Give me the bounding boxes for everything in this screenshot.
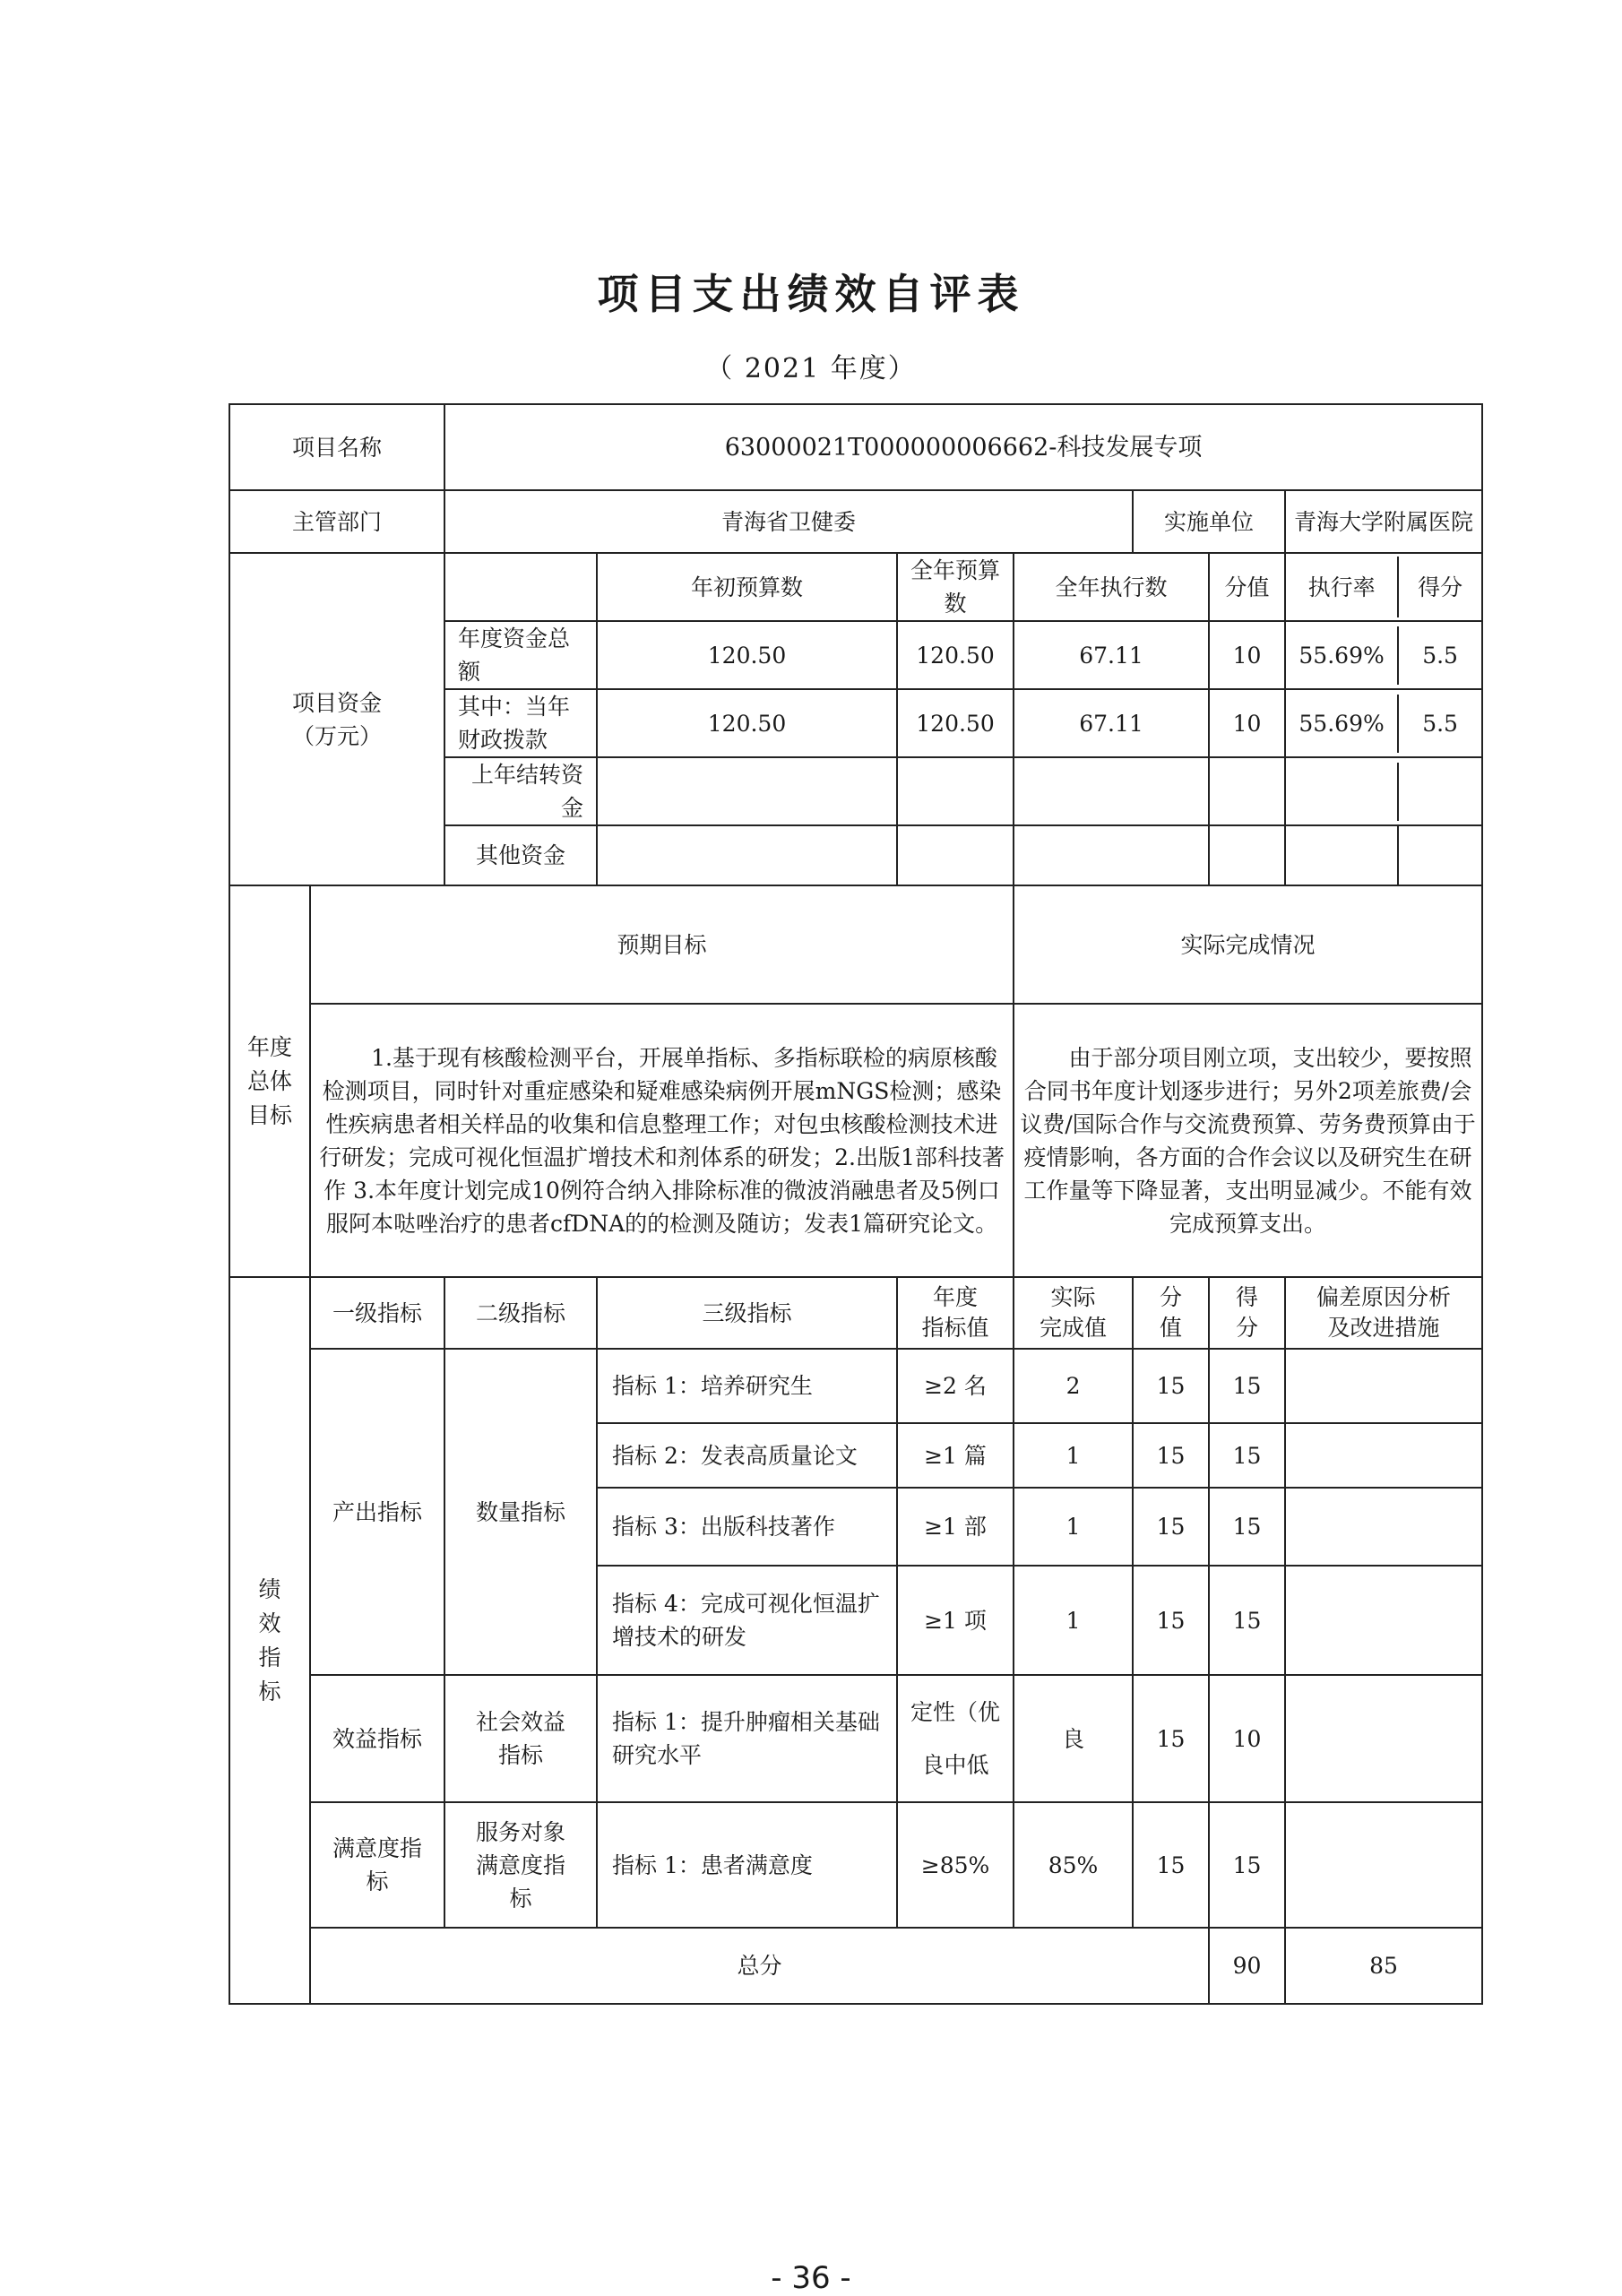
benefit-name: 指标 1：提升肿瘤相关基础研究水平 [597, 1675, 897, 1802]
dept-label: 主管部门 [229, 490, 444, 553]
indicator-row [229, 1349, 1482, 1423]
indicator-deviation [1285, 1566, 1482, 1675]
benefit-target-line1: 定性（优 [910, 1699, 1001, 1725]
performance-table [229, 403, 1483, 2005]
indicators-header-row [229, 1277, 1482, 1349]
indicator-actual: 1 [1014, 1566, 1133, 1675]
funds-header-score: 分值 [1209, 553, 1285, 621]
level3-header: 三级指标 [597, 1277, 897, 1349]
funds-cell [1399, 763, 1481, 821]
funds-cell-split [1285, 757, 1482, 825]
funds-cell: 120.50 [897, 621, 1014, 689]
indicator-name: 指标 2：发表高质量论文 [597, 1423, 897, 1488]
target-header-line1: 年度 [933, 1284, 979, 1310]
funds-cell: 120.50 [897, 689, 1014, 757]
indicator-actual: 1 [1014, 1488, 1133, 1566]
page-number: - 36 - [771, 2260, 851, 2296]
goals-label [229, 885, 310, 1277]
funds-cell [1014, 757, 1209, 825]
benefit-target-line2: 良中低 [921, 1752, 989, 1778]
satisfaction-row [229, 1802, 1482, 1928]
output-level1: 产出指标 [310, 1349, 444, 1675]
total-row [229, 1928, 1482, 2004]
funds-cell-split [1285, 621, 1482, 689]
funds-cell-split [1285, 689, 1482, 757]
indicator-name: 指标 3：出版科技著作 [597, 1488, 897, 1566]
document-title: 项目支出绩效自评表 [597, 270, 1025, 318]
indicator-got: 15 [1209, 1488, 1285, 1566]
indicator-actual: 1 [1014, 1423, 1133, 1488]
funds-cell: 10 [1209, 689, 1285, 757]
indicator-score: 15 [1133, 1488, 1209, 1566]
unit-label: 实施单位 [1133, 490, 1285, 553]
funds-cell [897, 757, 1014, 825]
indicator-got: 15 [1209, 1423, 1285, 1488]
indicator-got: 15 [1209, 1566, 1285, 1675]
funds-cell: 67.11 [1014, 621, 1209, 689]
benefit-got: 10 [1209, 1675, 1285, 1802]
satisfaction-score: 15 [1133, 1802, 1209, 1928]
funds-cell: 120.50 [597, 621, 897, 689]
indicators-label-line: 效 [258, 1610, 281, 1636]
funds-cell: 10 [1209, 621, 1285, 689]
funds-cell [1209, 757, 1285, 825]
benefit-score: 15 [1133, 1675, 1209, 1802]
funds-row-label: 其中：当年财政拨款 [444, 689, 597, 757]
target-header [897, 1277, 1014, 1349]
indicators-label [229, 1277, 310, 2004]
actual-header-line2: 完成值 [1040, 1315, 1108, 1341]
indicator-target: ≥1 部 [897, 1488, 1014, 1566]
deviation-header-line2: 及改进措施 [1327, 1315, 1440, 1341]
funds-header-blank [444, 553, 597, 621]
indicator-deviation [1285, 1423, 1482, 1488]
funds-cell: 5.5 [1422, 710, 1458, 737]
indicator-deviation [1285, 1488, 1482, 1566]
project-name-row [229, 404, 1482, 490]
project-name-label: 项目名称 [229, 404, 444, 490]
indicator-actual: 2 [1014, 1349, 1133, 1423]
funds-cell: 120.50 [597, 689, 897, 757]
satisfaction-level1: 满意度指标 [310, 1802, 444, 1928]
funds-label [229, 553, 444, 885]
goals-header-row [229, 885, 1482, 1004]
actual-result-text: 由于部分项目刚立项，支出较少，要按照合同书年度计划逐步进行；另外2项差旅费/会议费/国际合作与交流费预算、劳务费预算由于疫情影响，各方面的合作会议以及研究生在研工作量等下降显著，支出明显减少。不能有效完成预算支出。 [1014, 1004, 1482, 1277]
indicator-name: 指标 1：培养研究生 [597, 1349, 897, 1423]
funds-cell [597, 825, 897, 885]
indicators-label-line: 绩 [258, 1575, 281, 1602]
funds-label-line2: （万元） [292, 722, 383, 749]
funds-header-annual-budget: 全年预算数 [897, 553, 1014, 621]
indicator-target: ≥1 篇 [897, 1423, 1014, 1488]
level2-header: 二级指标 [444, 1277, 597, 1349]
indicator-target: ≥1 项 [897, 1566, 1014, 1675]
indicator-score: 15 [1133, 1349, 1209, 1423]
funds-cell: 5.5 [1422, 642, 1458, 669]
satisfaction-got: 15 [1209, 1802, 1285, 1928]
funds-cell [597, 757, 897, 825]
total-score: 90 [1209, 1928, 1285, 2004]
funds-cell [1014, 825, 1209, 885]
funds-header-executed: 全年执行数 [1014, 553, 1209, 621]
benefit-level2: 社会效益指标 [444, 1675, 597, 1802]
funds-row-label: 年度资金总额 [444, 621, 597, 689]
actual-result-header: 实际完成情况 [1014, 885, 1482, 1004]
indicator-target: ≥2 名 [897, 1349, 1014, 1423]
funds-cell [1286, 826, 1399, 885]
funds-header-row [229, 553, 1482, 621]
indicator-name: 指标 4：完成可视化恒温扩增技术的研发 [597, 1566, 897, 1675]
funds-label-line1: 项目资金 [292, 689, 383, 716]
benefit-target [897, 1675, 1014, 1802]
indicator-score: 15 [1133, 1423, 1209, 1488]
dept-value: 青海省卫健委 [444, 490, 1133, 553]
score-header-line2: 值 [1160, 1315, 1183, 1341]
funds-header-initial-budget: 年初预算数 [597, 553, 897, 621]
satisfaction-target: ≥85% [897, 1802, 1014, 1928]
satisfaction-name: 指标 1：患者满意度 [597, 1802, 897, 1928]
funds-cell-split [1285, 825, 1482, 885]
total-label: 总分 [310, 1928, 1209, 2004]
indicator-got: 15 [1209, 1349, 1285, 1423]
indicator-deviation [1285, 1349, 1482, 1423]
got-header-line1: 得 [1236, 1284, 1259, 1310]
satisfaction-actual: 85% [1014, 1802, 1133, 1928]
got-header [1209, 1277, 1285, 1349]
year-label: （ 2021 年度） [705, 353, 917, 384]
total-got: 85 [1285, 1928, 1482, 2004]
benefit-actual: 良 [1014, 1675, 1133, 1802]
goals-content-row [229, 1004, 1482, 1277]
funds-cell: 55.69% [1286, 695, 1399, 753]
got-header-line2: 分 [1236, 1315, 1259, 1341]
goals-label-line: 年度 [246, 1033, 292, 1060]
funds-cell [1399, 826, 1481, 885]
deviation-header-line1: 偏差原因分析 [1316, 1284, 1452, 1310]
output-level2: 数量指标 [444, 1349, 597, 1675]
actual-header-line1: 实际 [1050, 1284, 1096, 1310]
goals-label-line: 目标 [246, 1101, 292, 1128]
expected-goal-text: 1.基于现有核酸检测平台，开展单指标、多指标联检的病原核酸检测项目，同时针对重症感染和疑难感染病例开展mNGS检测；感染性疾病患者相关样品的收集和信息整理工作；对包虫核酸检测技术进行研发；完成可视化恒温扩增技术和剂体系的研发；2.出版1部科技著作 3.本年度计划完成10例符合纳入排除标准的微波消融患者及5例口服阿本哒唑治疗的患者cfDNA的的检测及随访；发表1篇研究论文。 [310, 1004, 1014, 1277]
funds-cell [1209, 825, 1285, 885]
score-header-line1: 分 [1160, 1284, 1183, 1310]
expected-goal-header: 预期目标 [310, 885, 1014, 1004]
funds-row-label: 其他资金 [444, 825, 597, 885]
benefit-deviation [1285, 1675, 1482, 1802]
funds-header-got: 得分 [1418, 574, 1463, 600]
indicators-label-line: 指 [258, 1644, 281, 1670]
score-header [1133, 1277, 1209, 1349]
satisfaction-level2: 服务对象满意度指标 [444, 1802, 597, 1928]
satisfaction-deviation [1285, 1802, 1482, 1928]
benefit-row [229, 1675, 1482, 1802]
actual-header [1014, 1277, 1133, 1349]
funds-cell: 55.69% [1286, 626, 1399, 685]
funds-row-label: 上年结转资金 [444, 757, 597, 825]
funds-cell [1286, 763, 1399, 821]
project-name-value: 63000021T000000006662-科技发展专项 [444, 404, 1482, 490]
funds-header-rate: 执行率 [1286, 557, 1399, 617]
target-header-line2: 指标值 [921, 1315, 989, 1341]
level1-header: 一级指标 [310, 1277, 444, 1349]
indicators-label-line: 标 [258, 1678, 281, 1705]
funds-cell [897, 825, 1014, 885]
funds-cell: 67.11 [1014, 689, 1209, 757]
indicator-score: 15 [1133, 1566, 1209, 1675]
deviation-header [1285, 1277, 1482, 1349]
funds-header-rate-score [1285, 553, 1482, 621]
department-row [229, 490, 1482, 553]
unit-value: 青海大学附属医院 [1285, 490, 1482, 553]
goals-label-line: 总体 [246, 1067, 292, 1094]
benefit-level1: 效益指标 [310, 1675, 444, 1802]
